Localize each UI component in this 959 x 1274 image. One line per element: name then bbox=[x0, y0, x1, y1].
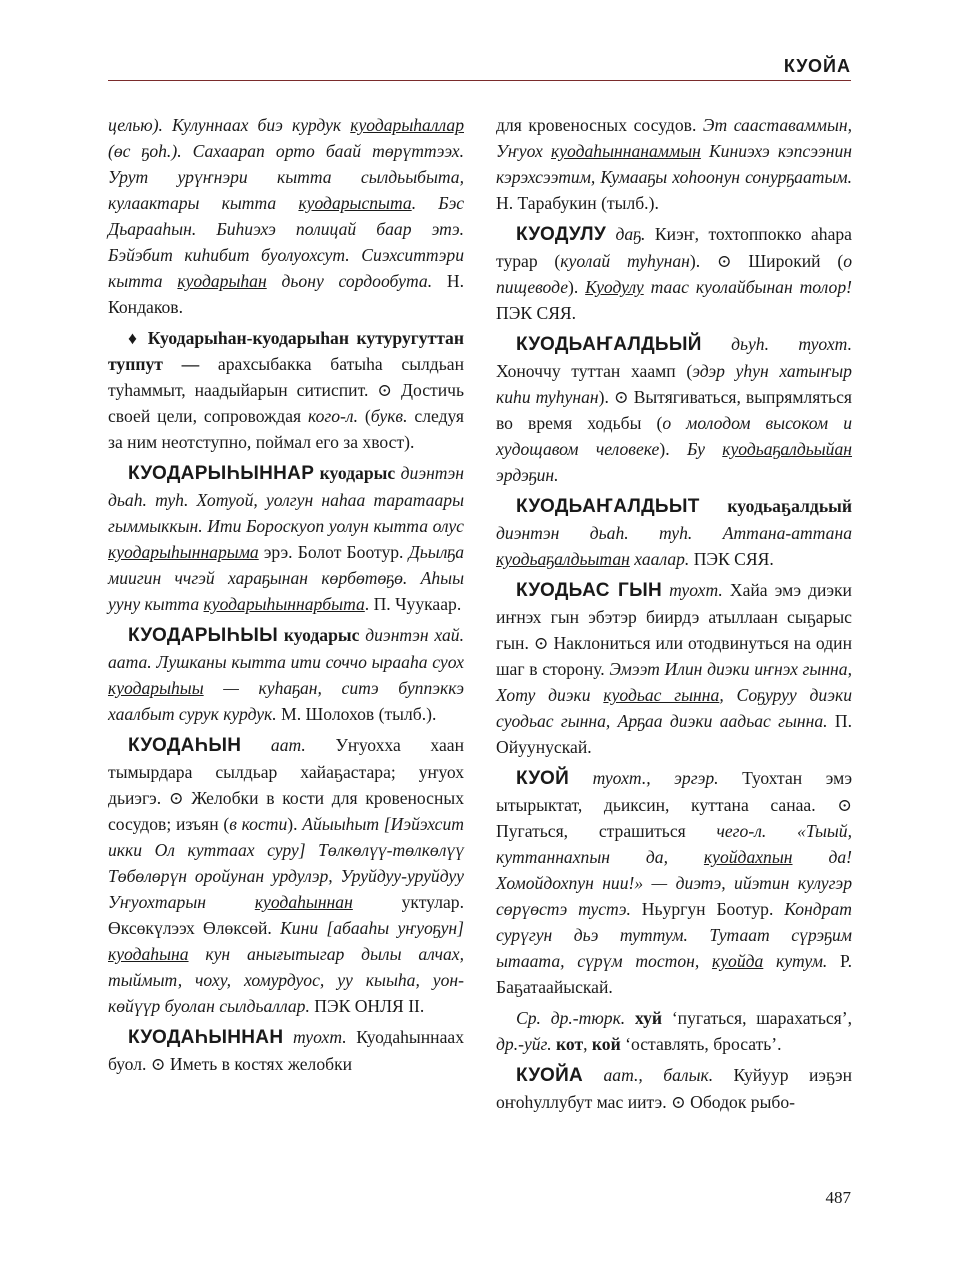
page-number: 487 bbox=[825, 1188, 851, 1207]
entry-continuation: целью). Кулуннаах биэ курдук куодарыһаллар (өс ҕоһ.). Сахаарап орто баай төрүттээх. Урут урүҥнэри кытта сылдьыбыта, кулаактары кытта куодарыспыта. Бэс Дьарааһын. Биһиэхэ полицай баар этэ. Бэйэбит киһибит буолуохсут. Сиэхситтэри кытта куодарыһан дьону сордообута. Н. Кондаков. bbox=[108, 115, 465, 317]
dictionary-entry: КУОДАРЫҺЫЫ куодарыс диэнтэн хай. аата. Лушканы кытта ити соччо ырааһа суох куодарыһыы — куһаҕан, ситэ буппэккэ хаалбыт сурук курдук. М. Шолохов (тылб.). bbox=[108, 625, 464, 724]
headword: КУОДЬАС ГЫН bbox=[516, 580, 663, 601]
dictionary-entry: КУОДУЛУ даҕ. Киэҥ, тохтоппокко аһара турар (куолай туһунан). ⊙ Широкий (о пищеводе). Куодулу таас куолайбынан толор! ПЭК СЯЯ. bbox=[496, 224, 852, 323]
headword: КУОДЬАҤАЛДЬЫТ bbox=[516, 496, 700, 517]
dictionary-entry: КУОДАҺЫН аат. Уҥуохха хаан тымырдара сылдьар хайаҕастара; уҥуох дьиэгэ. ⊙ Желобки в кости для кровеносных сосудов; изъян (в кости). Айыыһыт [Иэйэхсит икки Ол куттаах суру] Төлкөлүү-төлкөлүү Төбөлөрүн оройунан урдулэр, Уруйдуу-уруйдуу Уҥуохтарын куодаһыннан уктулар. Өксөкүлээх Өлөксөй. Кини [абааһы уҥуоҕун] куодаһына кун анығытыгар дылы алчах, тыймыт, чоху, хомурдуос, уу кыыһа, уон-көйүүр буолан сылдьаллар. ПЭК ОНЛЯ II. bbox=[108, 735, 465, 1016]
dictionary-entry: КУОДАРЫҺЫННАР куодарыс диэнтэн дьаһ. туһ. Хотуой, уолгун наһаа таратаары гыммыккын. Ити Бороскуоп уолун кытта олус куодарыһыннарыма эрэ. Болот Боотур. Дьылҕа миигин ччгэй хараҕынан көрбөтөҕө. Аһыы ууну кытта куодарыһыннарбыта. П. Чуукаар. bbox=[108, 463, 464, 614]
dictionary-entry: КУОДЬАҤАЛДЬЫЙ дьуһ. туохт. Хоноччу туттан хаамп (эдэр уһун хатыҥыр киһи туһунан). ⊙ Вытягиваться, выпрямляться во время ходьбы (о молодом высоком и худощавом человеке). Бу куодьаҕалдьыйан эрдэҕин. bbox=[496, 334, 853, 485]
dictionary-entry: КУОДАҺЫННАН туохт. Куодаһыннаах буол. ⊙ Иметь в костях желобки bbox=[108, 1027, 464, 1074]
headword: КУОЙА bbox=[516, 1065, 584, 1086]
headword: КУОДАҺЫННАН bbox=[128, 1027, 284, 1048]
idiom-subentry: ♦ Куодарыһан-куодарыһан кутуругуттан туппут — арахсыбакка батыһа сылдьан туһаммыт, наадыйарын ситиспит. ⊙ Достичь своей цели, сопровождая кого-л. (букв. следуя за ним неотступно, поймал его за хвост). bbox=[108, 328, 464, 452]
dictionary-entry: КУОДЬАҤАЛДЬЫТ куодьаҕалдьый диэнтэн дьаһ. туһ. Аттана-аттана куодьаҕалдьытан хаалар. ПЭК СЯЯ. bbox=[496, 496, 852, 569]
running-header: КУОЙА bbox=[783, 56, 851, 76]
entry-continuation: для кровеносных сосудов. Эт сааставаммын, Уҥуох куодаһыннанаммын Киниэхэ кэпсээнин кэрэхсээтим, Кумааҕы хоһоонун сонурҕаатым. Н. Тарабукин (тылб.). bbox=[496, 115, 853, 213]
etymology-note: Ср. др.-тюрк. хуй ‘пугаться, шарахаться’, др.-уйг. кот, кой ‘оставлять, бросать’. bbox=[496, 1008, 852, 1054]
right-column bbox=[496, 112, 852, 1115]
header-rule bbox=[108, 80, 851, 81]
headword: КУОДАРЫҺЫЫ bbox=[128, 625, 279, 646]
headword: КУОЙ bbox=[516, 768, 570, 789]
headword: КУОДЬАҤАЛДЬЫЙ bbox=[516, 334, 702, 355]
headword: КУОДУЛУ bbox=[516, 224, 607, 245]
left-column bbox=[108, 112, 464, 1077]
headword: КУОДАРЫҺЫННАР bbox=[128, 463, 315, 484]
dictionary-entry: КУОЙ туохт., эргэр. Туохтан эмэ ытырыктат, дьиксин, куттана санаа. ⊙ Пугаться, страшиться чего-л. «Тыый, куттаннахпын да, куойдахпын да! Хомойдохпун нии!» — диэтэ, ийэтин кулугэр сөрүөстэ тустэ. Ньургун Боотур. Кондрат сурүгун дьэ туттум. Тутаат сүрэҕим ытаата, сүрүм тостон, куойда кутум. Р. Баҕатаайыскай. bbox=[496, 768, 853, 997]
headword: КУОДАҺЫН bbox=[128, 735, 242, 756]
dictionary-entry: КУОДЬАС ГЫН туохт. Хайа эмэ диэки иҥнэх гын эбэтэр биирдэ атыллаан сыҕарыс гын. ⊙ Наклониться или отодвинуться на один шаг в сторону. Эмээт Илин диэки иҥнэх гынна, Хоту диэки куодьас гынна, Соҕуруу диэки суодьас гынна, Арҕаа диэки аадьас гынна. П. Ойуунускай. bbox=[496, 580, 853, 757]
dictionary-entry: КУОЙА аат., балык. Куйуур иэҕэн оҥоһуллубут мас иитэ. ⊙ Ободок рыбо- bbox=[496, 1065, 853, 1112]
